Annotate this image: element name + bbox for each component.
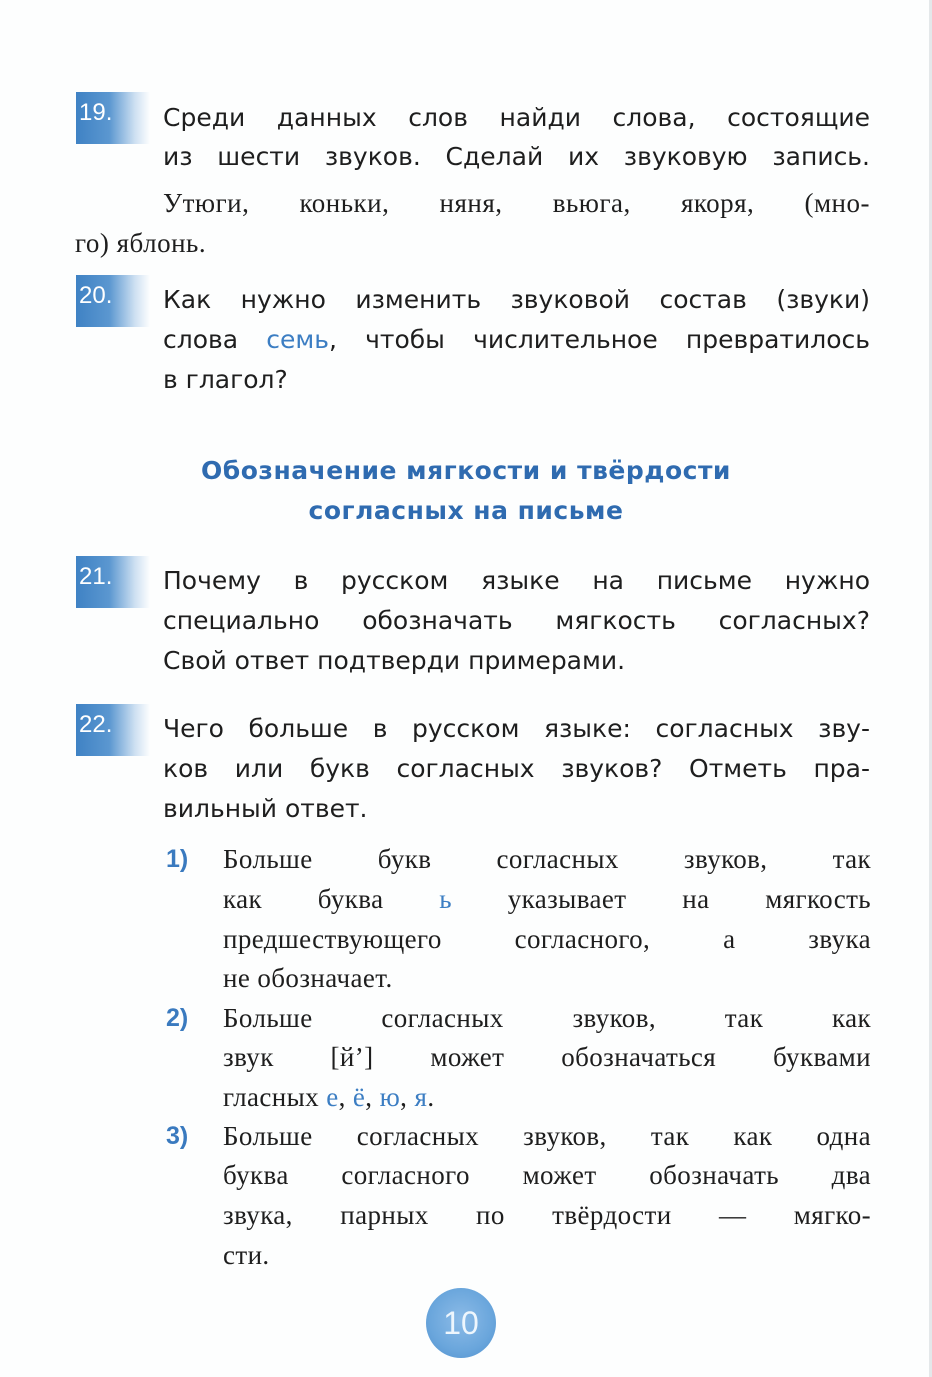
task-text-line: ков или букв согласных звуков? Отметь пра- xyxy=(163,754,870,783)
task-words-line: Утюги, коньки, няня, вьюга, якоря, (мно- xyxy=(163,188,870,218)
text-fragment: гласных xyxy=(223,1082,327,1112)
option-number: 2) xyxy=(166,1004,189,1032)
task-text-line: в глагол? xyxy=(163,365,288,394)
task-text-line: из шести звуков. Сделай их звуковую запись. xyxy=(163,142,870,171)
text-fragment: слова xyxy=(163,325,267,354)
text-fragment: как буква xyxy=(223,884,440,914)
section-heading-line: согласных на письме xyxy=(308,496,624,525)
highlighted-letter: ё xyxy=(352,1082,366,1112)
task-text-line xyxy=(163,320,870,360)
option-text-line: сти. xyxy=(223,1240,270,1270)
page-number-badge: 10 xyxy=(426,1288,496,1358)
highlighted-letter: ю xyxy=(379,1082,401,1112)
option-number: 3) xyxy=(166,1122,189,1150)
task-number-badge: 21. xyxy=(76,556,150,608)
task-number-badge: 19. xyxy=(76,92,150,144)
option-text-line: предшествующего согласного, а звука xyxy=(223,924,871,954)
task-text-line: Почему в русском языке на письме нужно xyxy=(163,566,870,595)
text-fragment: указывает на мягкость xyxy=(451,884,871,914)
task-number-badge: 20. xyxy=(76,275,150,327)
option-text-line: Больше согласных звуков, так как xyxy=(223,1003,871,1033)
task-text-line: Чего больше в русском языке: согласных зву- xyxy=(163,714,870,743)
highlighted-word: семь xyxy=(266,325,329,354)
task-text-line: Свой ответ подтверди примерами. xyxy=(163,646,626,675)
option-text-line: Больше букв согласных звуков, так xyxy=(223,844,871,874)
task-text-line: Среди данных слов найди слова, состоящие xyxy=(163,103,870,132)
text-fragment: , чтобы числительное превратилось xyxy=(328,325,870,354)
task-text-line: вильный ответ. xyxy=(163,794,368,823)
task-number-badge: 22. xyxy=(76,704,150,756)
option-text-line: звук [й’] может обозначаться буквами xyxy=(223,1042,871,1072)
highlighted-letter: я xyxy=(414,1082,428,1112)
option-number: 1) xyxy=(166,845,189,873)
option-text-line: гласных е, ё, ю, я. xyxy=(223,1082,435,1112)
highlighted-letter: ь xyxy=(439,884,452,914)
option-text-line: звука, парных по твёрдости — мягко- xyxy=(223,1200,871,1230)
task-words-line: го) яблонь. xyxy=(75,228,207,258)
option-text-line: Больше согласных звуков, так как одна xyxy=(223,1121,871,1151)
task-text-line: специально обозначать мягкость согласных? xyxy=(163,606,870,635)
option-text-line: не обозначает. xyxy=(223,963,393,993)
option-text-line xyxy=(223,879,871,919)
section-heading-line: Обозначение мягкости и твёрдости xyxy=(201,456,731,485)
option-text-line: буква согласного может обозначать два xyxy=(223,1160,871,1190)
task-text-line: Как нужно изменить звуковой состав (звуки) xyxy=(163,285,870,314)
highlighted-letter: е xyxy=(326,1082,339,1112)
